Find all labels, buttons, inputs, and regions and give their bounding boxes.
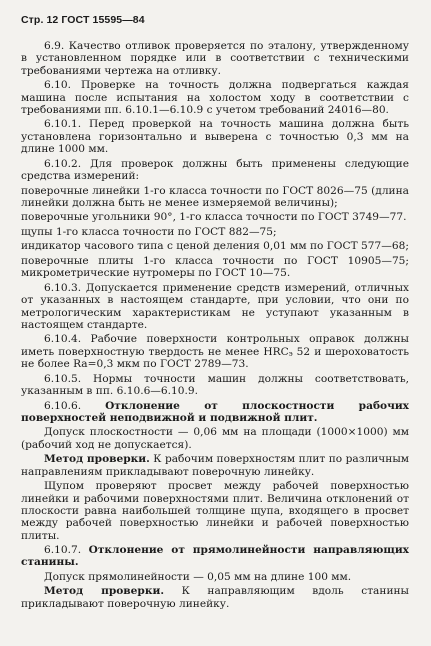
text-run: К рабочим поверхностям плит по различным направлениям прикладывают поверочную линейку.: [21, 453, 409, 478]
paragraph-p8: [21, 240, 409, 252]
paragraph-p5: [21, 185, 409, 210]
text-run: 6.10.2. Для проверок должны быть применены следующие средства измерений:: [21, 157, 409, 182]
text-run: Допуск плоскостности — 0,06 мм на площади (1000×1000) мм (рабочий ход не допускается).: [21, 426, 409, 451]
paragraph-p14: [21, 426, 409, 451]
bold-text: Отклонение от прямолинейности направляющих станины.: [21, 544, 409, 569]
paragraph-p13: [21, 400, 409, 425]
paragraph-p18: [21, 571, 409, 583]
paragraph-p3: [21, 118, 409, 155]
paragraph-p17: [21, 544, 409, 569]
text-run: 6.9. Качество отливок проверяется по эталону, утвержденному в установленном порядке или в соответствии с техническими требованиями чертежа на отливку.: [21, 40, 409, 77]
paragraph-p1: [21, 40, 409, 77]
paragraph-p11: [21, 333, 409, 370]
text-run: 6.10.4. Рабочие поверхности контрольных оправок должны иметь поверхностную твердость не менее HRC: [21, 333, 409, 358]
text-run: 6.10.3. Допускается применение средств измерений, отличных от указанных в настоящем стандарте, при условии, что они по метрологическим характеристикам не уступают указанным в настоящем стандарте.: [21, 281, 409, 331]
paragraph-p7: [21, 226, 409, 238]
text-run: 6.10.5. Нормы точности машин должны соответствовать, указанным в пп. 6.10.6—6.10.9.: [21, 372, 409, 397]
text-run: К направляющим вдоль станины прикладывают поверочную линейку.: [21, 585, 409, 610]
text-run: поверочные плиты 1-го класса точности по ГОСТ 10905—75; микрометрические нутромеры по ГОСТ 10—75.: [21, 255, 409, 280]
paragraph-p10: [21, 282, 409, 331]
paragraph-p19: [21, 585, 409, 610]
text-run: 6.10.6.: [44, 399, 106, 412]
text-run: 6.10.1. Перед проверкой на точность машина должна быть установлена горизонтально и выверена с точностью 0,3 мм на длине 1000 мм.: [21, 118, 409, 156]
text-run: поверочные линейки 1-го класса точности по ГОСТ 8026—75 (длина линейки должна быть не менее измеряемой величины);: [21, 184, 409, 209]
text-run: щупы 1-го класса точности по ГОСТ 882—75;: [21, 225, 277, 238]
paragraph-p15: [21, 453, 409, 478]
paragraph-p12: [21, 373, 409, 398]
text-run: Допуск прямолинейности — 0,05 мм на длине 100 мм.: [44, 570, 352, 583]
text-run: 6.10. Проверке на точность должна подвергаться каждая машина после испытания на холостом ходу в соответствии с требованиями пп. 6.10.1—6.10.9 с учетом требований 24016—80.: [21, 79, 409, 116]
text-run: Щупом проверяют просвет между рабочей поверхностью линейки и рабочими поверхностями плит. Величина отклонений от плоскости равна наибольшей толщине щупа, входящего в просвет между рабочей поверхностью линейки и рабочей поверхностью плиты.: [21, 480, 409, 542]
paragraph-p2: [21, 79, 409, 116]
paragraph-p6: [21, 211, 409, 223]
bold-text: Метод проверки.: [44, 585, 165, 598]
subscript-text: э: [288, 349, 293, 358]
bold-text: Метод проверки.: [44, 453, 150, 466]
page-header: Стр. 12 ГОСТ 15595—84: [21, 14, 145, 26]
paragraph-p16: [21, 480, 409, 542]
paragraph-p9: [21, 255, 409, 280]
text-run: 52 и шероховатость не более Ra=0,3 мкм по ГОСТ 2789—73.: [21, 345, 410, 371]
text-run: поверочные угольники 90°, 1-го класса точности по ГОСТ 3749—77.: [21, 211, 407, 224]
document-body: [21, 40, 409, 612]
text-run: индикатор часового типа с ценой деления 0,01 мм по ГОСТ 577—68;: [21, 240, 409, 253]
paragraph-p4: [21, 158, 409, 183]
bold-text: Отклонение от плоскостности рабочих поверхностей неподвижной и подвижной плит.: [21, 399, 409, 424]
text-run: 6.10.7.: [44, 544, 89, 557]
